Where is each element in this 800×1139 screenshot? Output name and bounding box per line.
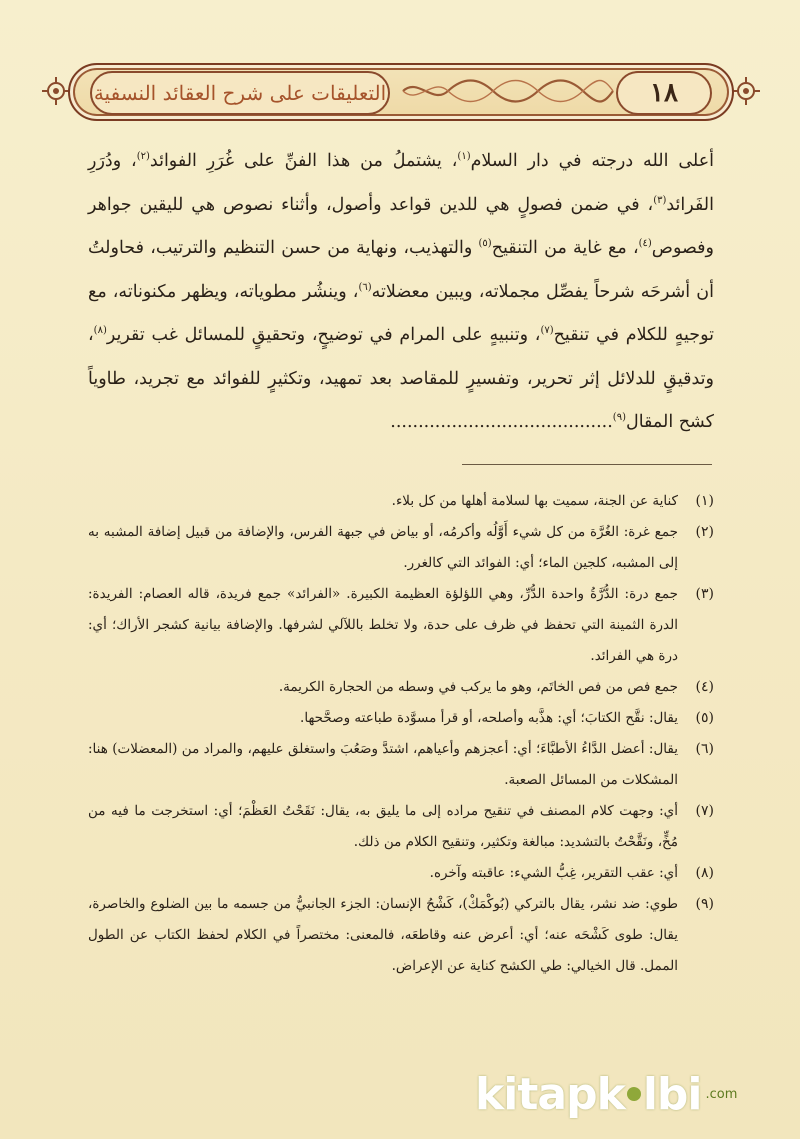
footnote-number: (٣): [695, 586, 714, 602]
footnote-ref[interactable]: (٦): [358, 281, 372, 293]
footnote: [88, 889, 714, 982]
footnote-number: (١): [695, 493, 714, 509]
main-paragraph: أعلى الله درجته في دار السلام$^{(١)}$، يشتملُ من هذا الفنِّ على غُرَرِ الفوائد$^{(٢)}$، ودُرَرِ الفَرائد$^{(٣)}$، في ضمن فصولٍ هي للدين قواعد وأصول، وأثناء نصوص هي لليقين جواهر وفصوص$^{(٤)}$، مع غاية من التنقيح$^{(٥)}$ والتهذيب، ونهاية من حسن التنظيم والترتيب، فحاولتُ أن أشرحَه شرحاً يفصِّل مجملاته، ويبين معضلاته$^{(٦)}$، وينشُر مطوياته، ويظهر مكنوناته، مع توجيهٍ للكلام في تنقيح$^{(٧)}$، وتنبيهٍ على المرام في توضيحٍ، وتحقيقٍ للمسائل غب تقرير$^{(٨)}$، وتدقيقٍ للدلائل إثر تحرير، وتفسيرٍ للمقاصد بعد تمهيد، وتكثيرٍ للفوائد مع تجريد، طاوياً كشح المقال$^{(٩)}$........................................: [88, 151, 715, 432]
footnote: [88, 796, 714, 858]
footnote: [88, 672, 714, 703]
watermark-text: kitapk: [475, 1068, 625, 1120]
footnote-text: جمع درة: الدُّرَّةُ واحدة الدُّرِّ، وهي اللؤلؤة العظيمة الكبيرة. «الفرائد» جمع فريدة، قاله العصام: الفريدة: الدرة الثمينة التي تحفظ في ظرف على حدة، ولا تخلط باللآلي لشرفها. والإضافة بيانية كشجر الأراك؛ أي: درة هي الفرائد.: [88, 586, 678, 664]
footnote-text: كناية عن الجنة، سميت بها لسلامة أهلها من كل بلاء.: [391, 493, 678, 509]
footnote-ref[interactable]: (٤): [638, 238, 652, 250]
page-header: [68, 63, 734, 121]
footnote-ref[interactable]: (٩): [612, 412, 626, 424]
watermark-dot-icon: [627, 1087, 641, 1101]
footnote: [88, 517, 714, 579]
watermark-suffix: .com: [705, 1086, 738, 1102]
arabesque-ornament-icon: [398, 77, 618, 105]
footnote-ref[interactable]: (٣): [653, 194, 667, 206]
watermark-logo: [475, 1062, 775, 1126]
footnote: [88, 734, 714, 796]
page-number: ١٨: [650, 78, 678, 108]
footnote-text: يقال: نقَّح الكتابَ؛ أي: هذَّبه وأصلحه، أو قرأ مسوَّدة طباعته وصحَّحها.: [300, 710, 678, 726]
book-title: التعليقات على شرح العقائد النسفية: [93, 81, 387, 105]
footnote-ref[interactable]: (٧): [540, 325, 554, 337]
footnote-ref[interactable]: (٢): [136, 151, 150, 163]
footnote-text: أي: وجهت كلام المصنف في تنقيح مراده إلى ما يليق به، يقال: نَقَحْتُ العَظْمَ؛ أي: استخرجت ما فيه من مُخٍّ، ونَقَّحْتُ بالتشديد: مبالغة وتكثير، وتنقيح الكلام من ذلك.: [88, 803, 678, 850]
footnote-text: جمع غرة: الغُرَّة من كل شيء أَوَّلُه وأكرمُه، أو بياض في جبهة الفرس، والإضافة من قبيل إضافة المشبه به إلى المشبه، كلجين الماء؛ أي: الفوائد التي كالغرر.: [88, 524, 678, 571]
footnote: [88, 703, 714, 734]
footnote-separator: [462, 464, 712, 465]
footnote-ref[interactable]: (١): [457, 151, 471, 163]
footnote-text: طوي: ضد نشر، يقال بالتركي (بُوكْمَكْ)، كَشْحُ الإنسان: الجزء الجانبيُّ من جسمه ما بين الضلوع والخاصرة، يقال: طوى كَشْحَه عنه؛ أي: أعرض عنه وقاطعَه، فالمعنى: مختصراً في الكلام لحفظ الكتاب عن الطول الممل. قال الخيالي: طي الكشح كناية عن الإعراض.: [88, 896, 678, 974]
footnote-number: (٥): [695, 710, 714, 726]
footnote: [88, 579, 714, 672]
footnote: [88, 858, 714, 889]
watermark-text-end: lbi: [642, 1068, 702, 1120]
footnote-number: (٦): [695, 741, 714, 757]
main-text: [88, 140, 714, 445]
footnote-number: (٢): [695, 524, 714, 540]
footnote-text: جمع فص من فص الخاتَم، وهو ما يركب في وسطه من الحجارة الكريمة.: [278, 679, 678, 695]
footnote-text: يقال: أعضل الدَّاءُ الأطبَّاءَ؛ أي: أعجزهم وأعياهم، اشتدَّ وصَعُبَ واستغلق عليهم، والمراد من (المعضلات) هنا: المشكلات من المسائل الصعبة.: [88, 741, 678, 788]
footnote-number: (٧): [695, 803, 714, 819]
title-cartouche: [90, 71, 390, 115]
page-number-box: [616, 71, 712, 115]
footnote-number: (٩): [695, 896, 714, 912]
footnote-ref[interactable]: (٥): [478, 238, 492, 250]
footnote: [88, 486, 714, 517]
footnote-ref[interactable]: (٨): [93, 325, 107, 337]
footnote-number: (٤): [695, 679, 714, 695]
footnotes: [88, 486, 714, 982]
footnote-number: (٨): [695, 865, 714, 881]
footnote-text: أي: عقب التقرير، غِبُّ الشيء: عاقبته وآخره.: [429, 865, 678, 881]
